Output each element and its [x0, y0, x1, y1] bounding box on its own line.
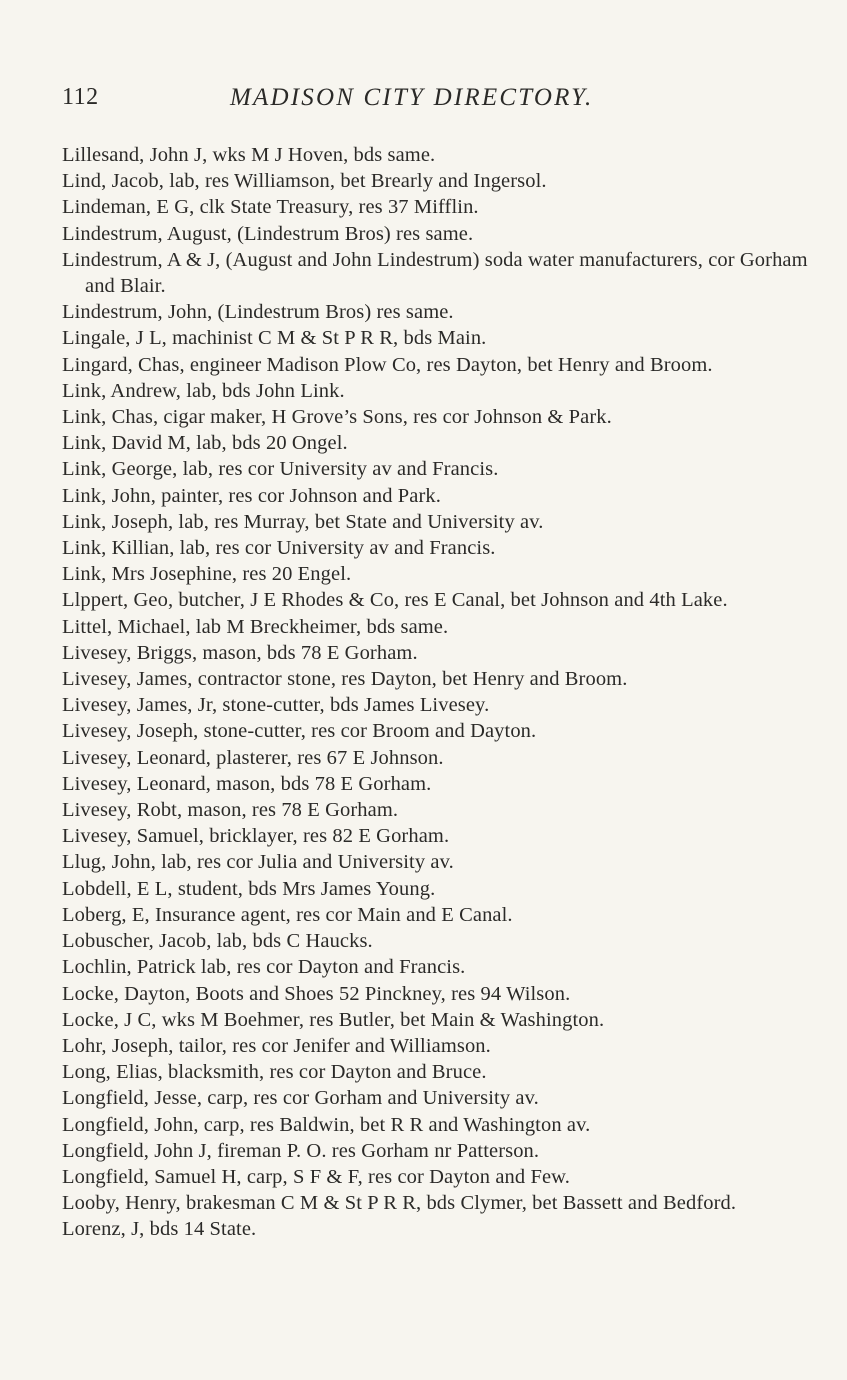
directory-entry: Longfield, Samuel H, carp, S F & F, res cor Dayton and Few. [62, 1165, 570, 1188]
running-title: MADISON CITY DIRECTORY. [230, 84, 594, 111]
page-header [62, 84, 802, 118]
directory-entry: Lindestrum, John, (Lindestrum Bros) res same. [62, 301, 454, 324]
directory-entry: Lillesand, John J, wks M J Hoven, bds same. [62, 144, 436, 166]
directory-entry: Lohr, Joseph, tailor, res cor Jenifer and Williamson. [62, 1034, 491, 1057]
page-number: 112 [62, 84, 99, 110]
directory-entry: Link, Chas, cigar maker, H Grove’s Sons, res cor Johnson & Park. [62, 406, 612, 429]
directory-entry: Livesey, Leonard, mason, bds 78 E Gorham. [62, 772, 432, 795]
directory-entry: Lorenz, J, bds 14 State. [62, 1218, 257, 1241]
directory-entry: Loberg, E, Insurance agent, res cor Main and E Canal. [62, 903, 513, 926]
directory-entry: Livesey, James, Jr, stone-cutter, bds James Livesey. [62, 694, 490, 717]
directory-entry: Lobdell, E L, student, bds Mrs James Young. [62, 877, 436, 900]
directory-entry: Locke, Dayton, Boots and Shoes 52 Pinckney, res 94 Wilson. [62, 982, 571, 1005]
directory-entry: Looby, Henry, brakesman C M & St P R R, bds Clymer, bet Bassett and Bedford. [62, 1192, 737, 1215]
directory-entry: Link, David M, lab, bds 20 Ongel. [62, 432, 348, 455]
directory-entry: Lindestrum, A & J, (August and John Lindestrum) soda water manufacturers, cor Gorham and Blair. [62, 248, 808, 298]
directory-entry: Livesey, Joseph, stone-cutter, res cor Broom and Dayton. [62, 720, 537, 743]
directory-entry: Livesey, Leonard, plasterer, res 67 E Johnson. [62, 746, 444, 769]
directory-entry: Llppert, Geo, butcher, J E Rhodes & Co, res E Canal, bet Johnson and 4th Lake. [62, 589, 728, 612]
directory-entry: Llug, John, lab, res cor Julia and University av. [62, 851, 454, 874]
directory-entry: Locke, J C, wks M Boehmer, res Butler, bet Main & Washington. [62, 1008, 605, 1031]
directory-entry: Littel, Michael, lab M Breckheimer, bds same. [62, 615, 449, 638]
directory-entry: Longfield, Jesse, carp, res cor Gorham and University av. [62, 1087, 539, 1110]
directory-entry: Livesey, Briggs, mason, bds 78 E Gorham. [62, 641, 418, 664]
directory-entry: Longfield, John, carp, res Baldwin, bet R R and Washington av. [62, 1113, 591, 1136]
directory-entry: Link, John, painter, res cor Johnson and Park. [62, 484, 441, 507]
directory-entry: Livesey, James, contractor stone, res Dayton, bet Henry and Broom. [62, 668, 628, 691]
directory-entry: Link, Mrs Josephine, res 20 Engel. [62, 563, 352, 586]
directory-entry: Longfield, John J, fireman P. O. res Gorham nr Patterson. [62, 1139, 540, 1162]
directory-entry: Link, Joseph, lab, res Murray, bet State and University av. [62, 510, 544, 533]
directory-entry: Lindestrum, August, (Lindestrum Bros) res same. [62, 222, 474, 245]
directory-entry: Lingard, Chas, engineer Madison Plow Co, res Dayton, bet Henry and Broom. [62, 353, 713, 376]
directory-entries [62, 142, 808, 1243]
directory-entry: Livesey, Robt, mason, res 78 E Gorham. [62, 799, 399, 822]
directory-entry: Lobuscher, Jacob, lab, bds C Haucks. [62, 930, 373, 953]
directory-entry: Link, Andrew, lab, bds John Link. [62, 379, 345, 402]
directory-entry: Link, George, lab, res cor University av and Francis. [62, 458, 499, 481]
directory-entry: Link, Killian, lab, res cor University av and Francis. [62, 537, 496, 560]
directory-entry: Lingale, J L, machinist C M & St P R R, bds Main. [62, 327, 487, 350]
directory-entry: Lochlin, Patrick lab, res cor Dayton and Francis. [62, 956, 466, 979]
directory-entry: Livesey, Samuel, bricklayer, res 82 E Gorham. [62, 825, 450, 848]
directory-entry: Lind, Jacob, lab, res Williamson, bet Brearly and Ingersol. [62, 170, 547, 193]
directory-entry: Lindeman, E G, clk State Treasury, res 37 Mifflin. [62, 196, 479, 219]
directory-entry: Long, Elias, blacksmith, res cor Dayton and Bruce. [62, 1061, 487, 1084]
